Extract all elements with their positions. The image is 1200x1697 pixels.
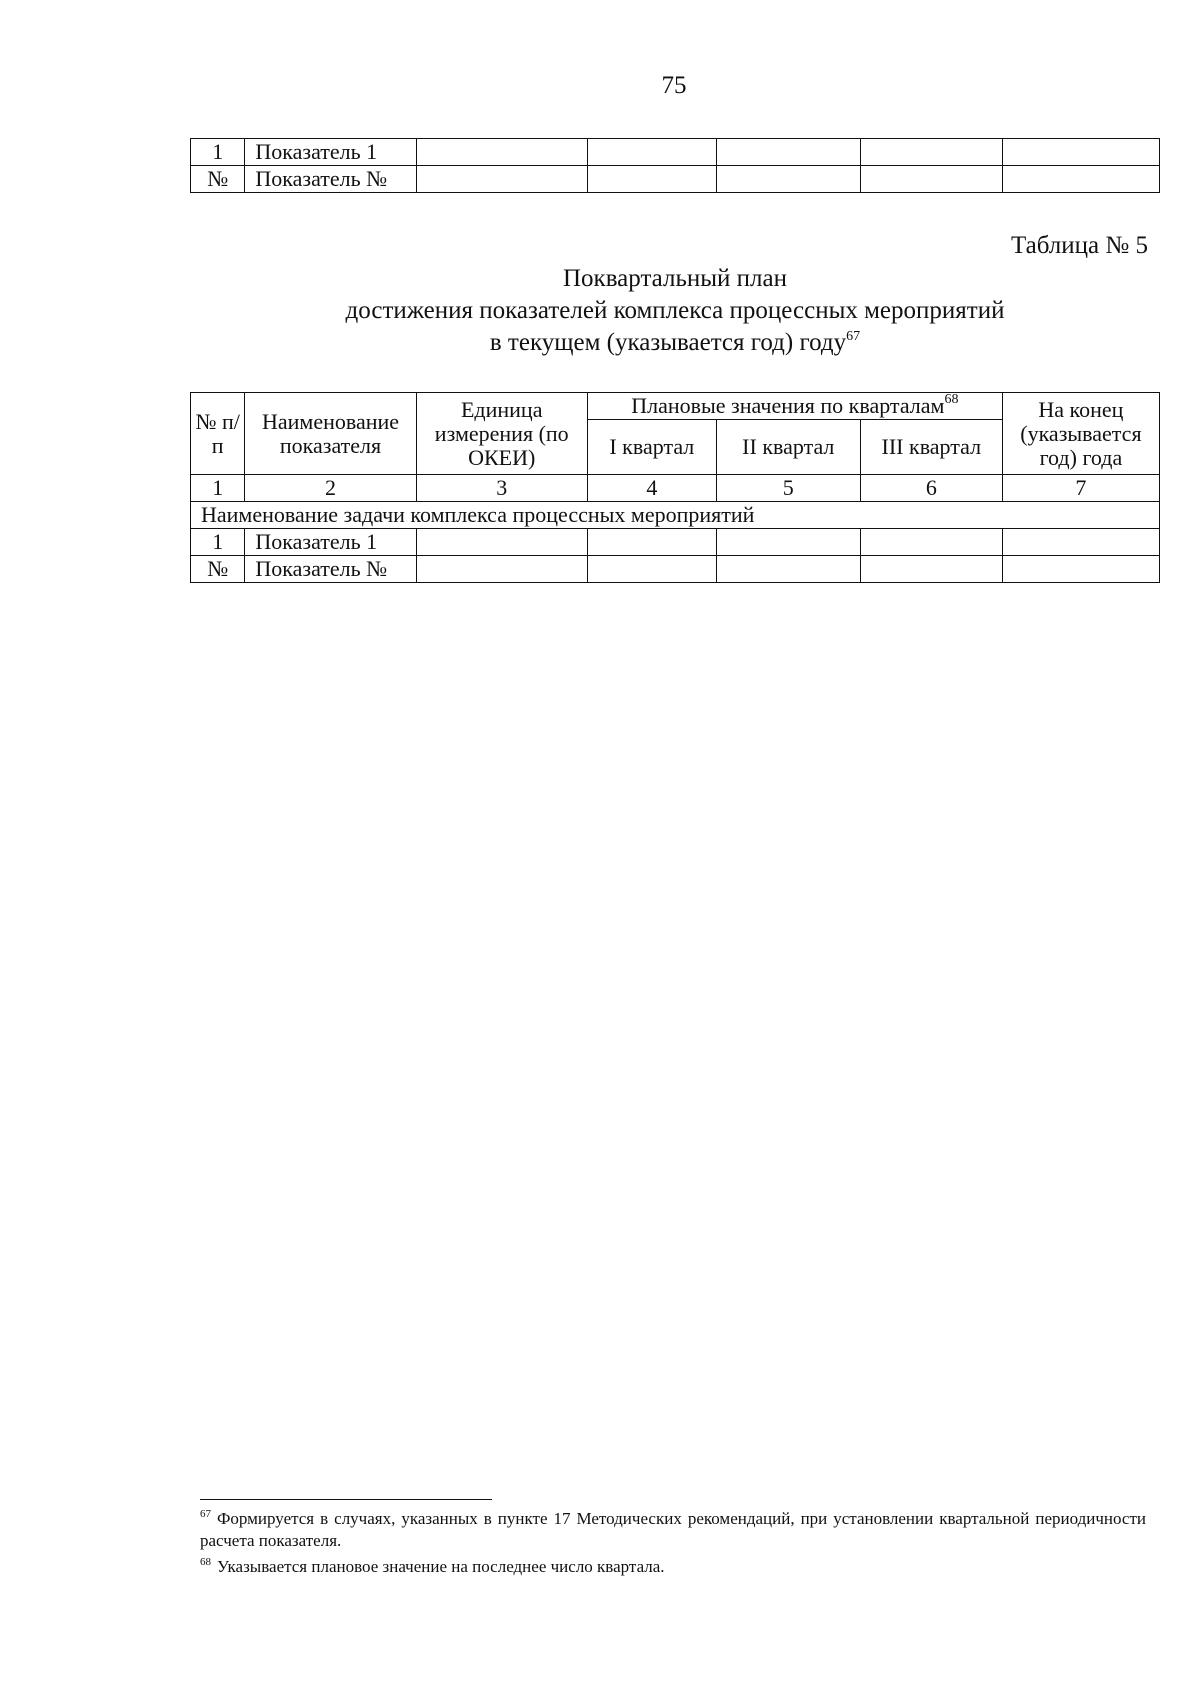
page-number: 75	[661, 72, 687, 99]
footnote-ref: 67	[846, 329, 861, 344]
header-planned-values: Плановые значения по кварталам$^{68}$	[587, 393, 1002, 420]
row-number: 1	[191, 529, 245, 556]
column-number: 3	[416, 475, 587, 502]
header-q1: I квартал	[587, 420, 716, 475]
indicator-name: Показатель №	[245, 166, 416, 193]
header-q2: II квартал	[716, 420, 860, 475]
table-caption: Таблица № 5	[1010, 232, 1148, 259]
column-numbers-row	[191, 475, 1160, 502]
indicator-name: Показатель 1	[245, 139, 416, 166]
header-indicator-name: Наименование показателя	[245, 393, 416, 475]
quarterly-plan-table	[190, 392, 1160, 583]
title-line-2: достижения показателей комплекса процессных мероприятий	[345, 297, 1005, 324]
header-unit: Единица измерения (по ОКЕИ)	[416, 393, 587, 475]
header-year-end: На конец (указывается год) года	[1002, 393, 1159, 475]
column-number: 7	[1002, 475, 1159, 502]
indicators-table-continued	[190, 138, 1160, 193]
table-row	[191, 556, 1160, 583]
column-number: 4	[587, 475, 716, 502]
indicator-name: Показатель 1	[245, 529, 416, 556]
table-row	[191, 529, 1160, 556]
column-number: 6	[860, 475, 1002, 502]
header-row	[191, 393, 1160, 420]
task-name: Наименование задачи комплекса процессных мероприятий	[191, 502, 1160, 529]
column-number: 2	[245, 475, 416, 502]
row-number: 1	[191, 139, 245, 166]
row-number: №	[191, 166, 245, 193]
footnote-ref: 68	[944, 392, 959, 407]
footnote-68: $^{68}$ Указывается плановое значение на последнее число квартала.	[200, 1556, 665, 1576]
indicator-name: Показатель №	[245, 556, 416, 583]
table-title	[190, 263, 1160, 359]
table-row	[191, 139, 1160, 166]
row-number: №	[191, 556, 245, 583]
header-num: № п/п	[191, 393, 245, 475]
title-line-1: Поквартальный план	[563, 265, 787, 292]
section-row	[191, 502, 1160, 529]
footnote-67: $^{67}$ Формируется в случаях, указанных в пункте 17 Методических рекомендаций, при установлении квартальной периодичности расчета показателя.	[200, 1508, 1146, 1550]
header-q3: III квартал	[860, 420, 1002, 475]
column-number: 5	[716, 475, 860, 502]
column-number: 1	[191, 475, 245, 502]
footnote-divider	[200, 1499, 492, 1500]
table-row	[191, 166, 1160, 193]
title-line-3: в текущем (указывается год) году$^{67}$	[489, 329, 861, 356]
footnotes	[200, 1508, 1146, 1582]
